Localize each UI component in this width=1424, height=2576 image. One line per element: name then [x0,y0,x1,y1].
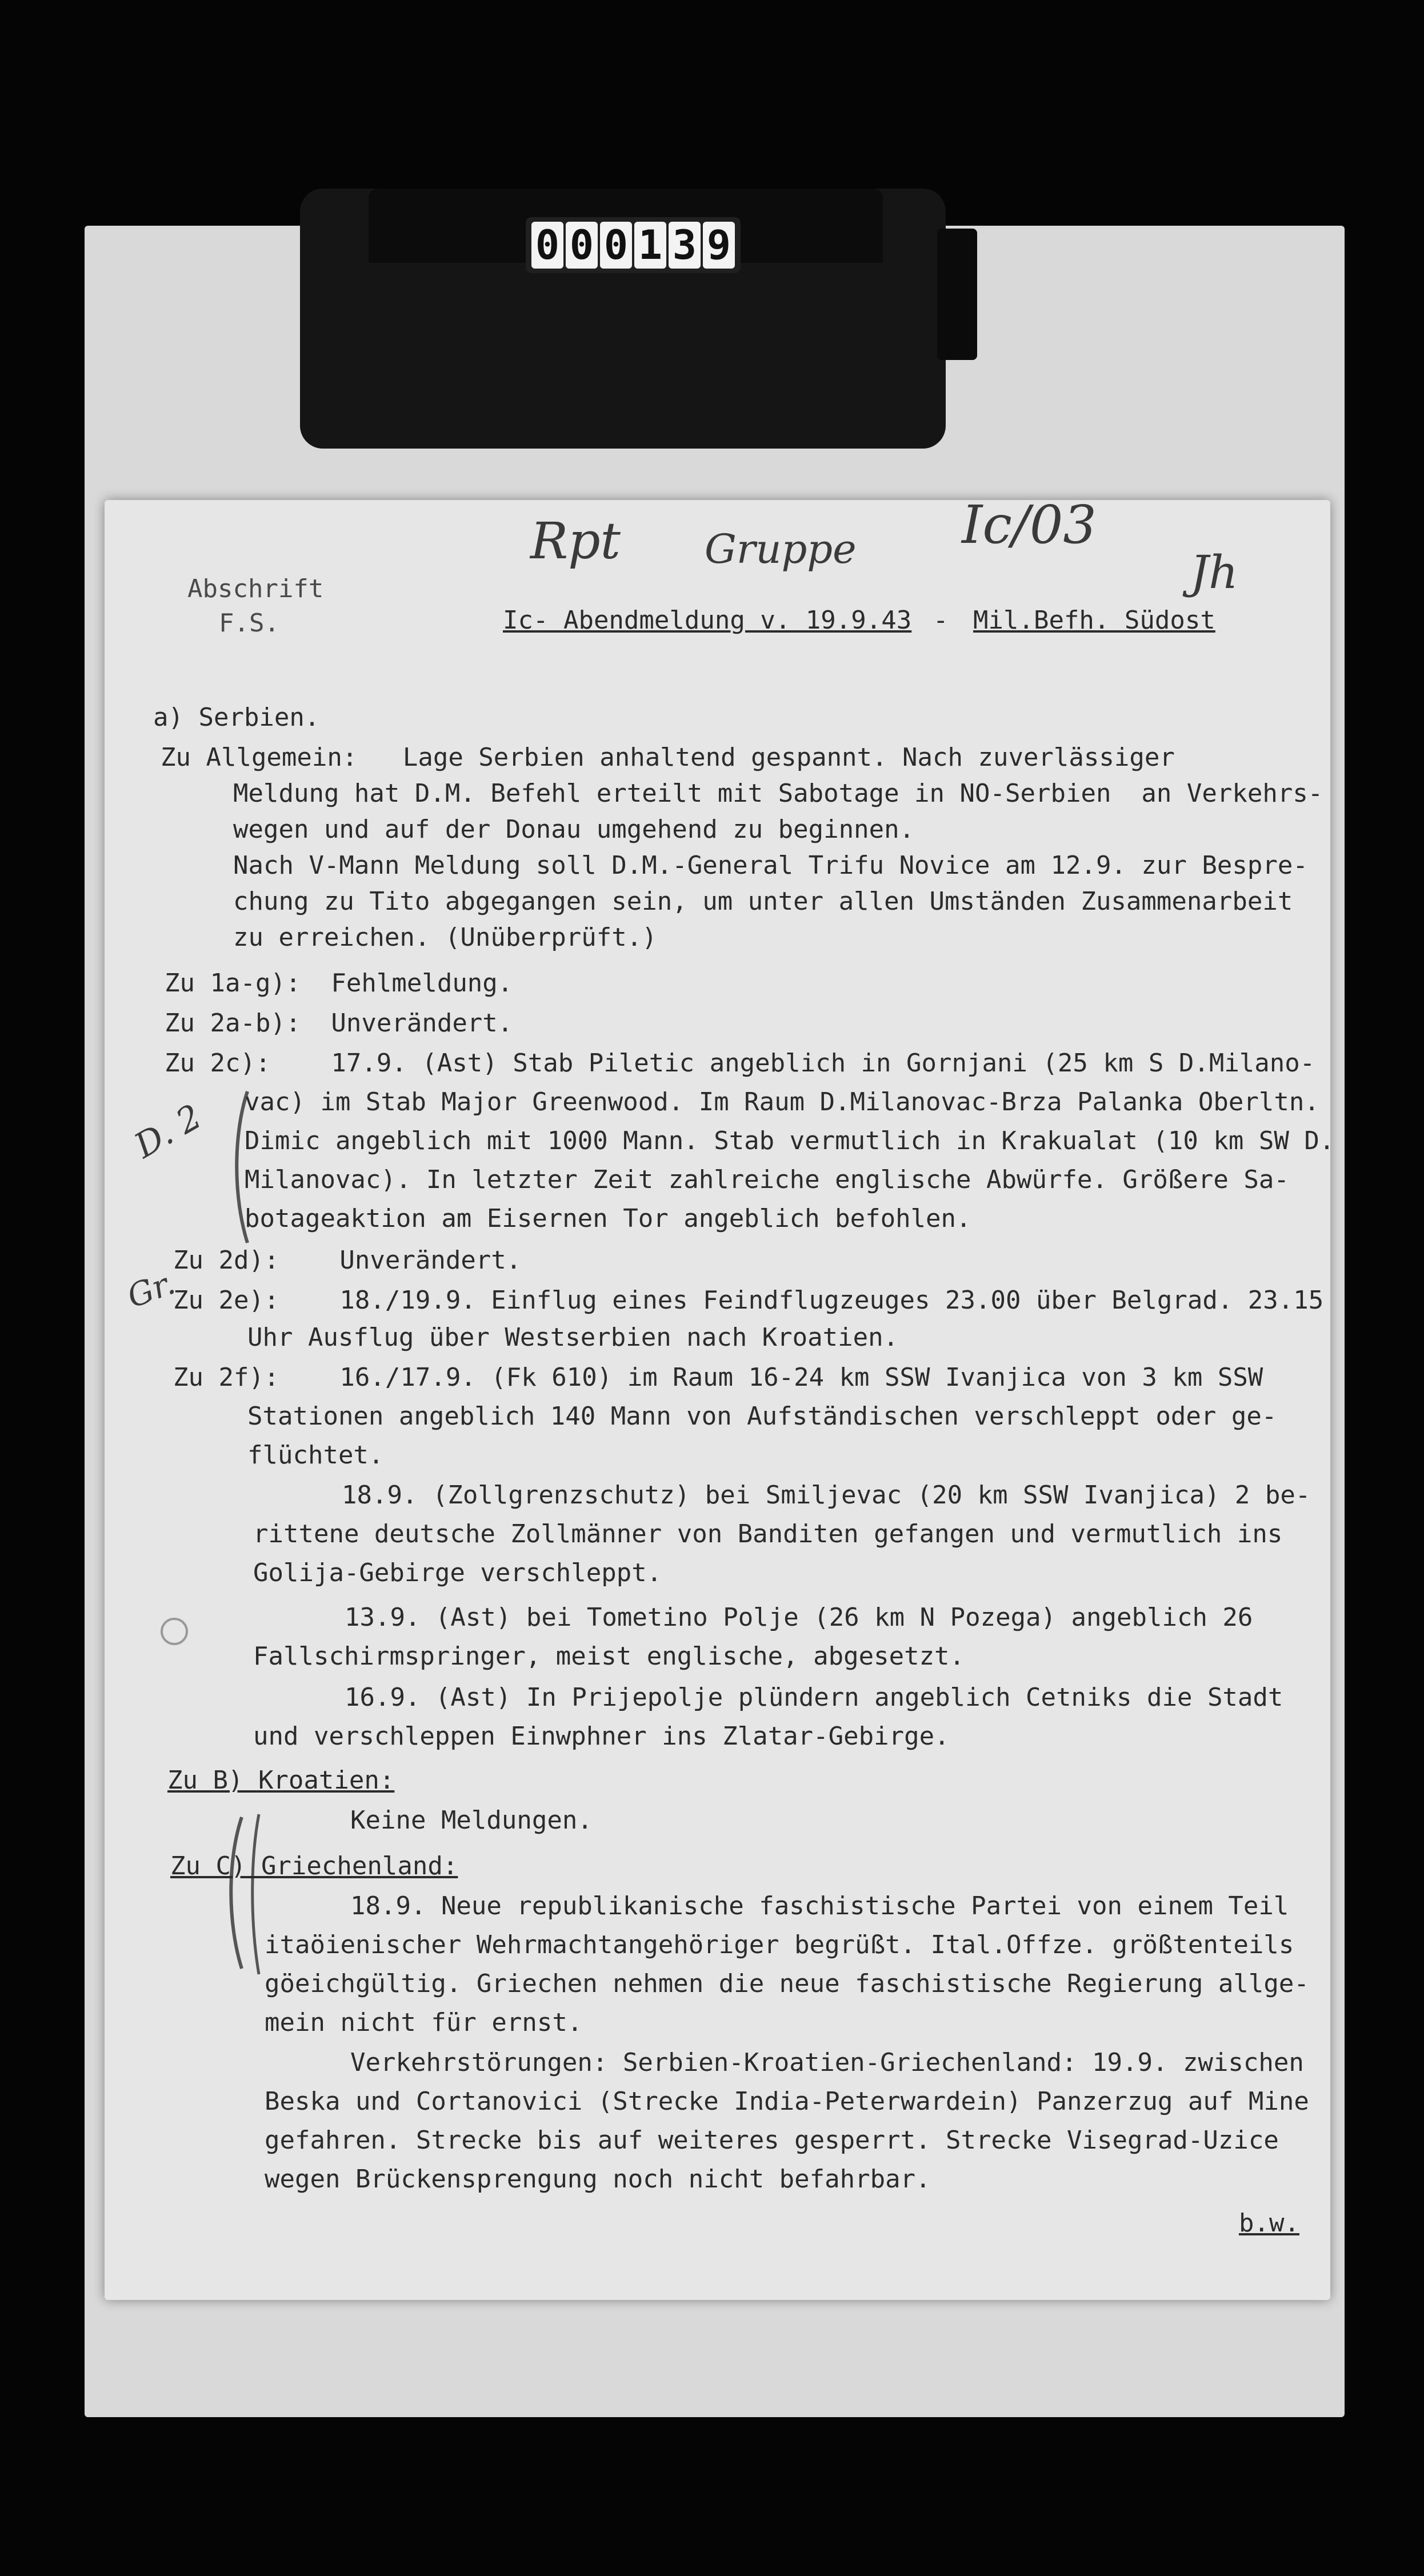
report-title: Ic- Abendmeldung v. 19.9.43 [503,606,912,635]
report-line: und verschleppen Einwphner ins Zlatar-Gebirge. [253,1722,950,1751]
margin-note: Gr. [122,1264,180,1316]
handwritten-initials: Jh [1190,546,1238,599]
report-line: Fallschirmspringer, meist englische, abgesetzt. [253,1642,965,1671]
report-line: Stationen angeblich 140 Mann von Aufständischen verschleppt oder ge- [247,1402,1277,1431]
margin-bracket-mark [213,1809,270,1980]
report-line: wegen und auf der Donau umgehend zu beginnen. [233,815,915,844]
section-heading-serbien: a) Serbien. [153,703,320,732]
counter-digit: 0 [600,222,632,269]
header-separator: - [933,606,949,635]
report-line: gefahren. Strecke bis auf weiteres gesperrt. Strecke Visegrad-Uzice [265,2126,1279,2155]
handwritten-scribble: Gruppe [705,526,857,573]
report-line: Beska und Cortanovici (Strecke India-Peterwardein) Panzerzug auf Mine [265,2087,1309,2116]
report-line: Milanovac). In letzter Zeit zahlreiche englische Abwürfe. Größere Sa- [245,1165,1289,1194]
bw-footer: b.w. [1239,2209,1299,2238]
report-line: Meldung hat D.M. Befehl erteilt mit Sabotage in NO-Serbien an Verkehrs- [233,779,1323,808]
report-line: Uhr Ausflug über Westserbien nach Kroatien. [247,1323,899,1352]
report-line: vac) im Stab Major Greenwood. Im Raum D.Milanovac-Brza Palanka Oberltn. [245,1087,1319,1117]
section-heading-griechenland: Zu C) Griechenland: [170,1851,458,1881]
report-line: Nach V-Mann Meldung soll D.M.-General Trifu Novice am 12.9. zur Bespre- [233,851,1308,880]
report-line: Zu 2a-b): Unverändert. [165,1009,513,1038]
document-page [105,494,1335,2300]
report-line: Golija-Gebirge verschleppt. [253,1558,662,1587]
report-line: Zu 2d): Unverändert. [173,1246,522,1275]
report-line: Zu 2c): 17.9. (Ast) Stab Piletic angeblich in Gornjani (25 km S D.Milano- [165,1049,1315,1078]
counter-knob [937,229,977,360]
report-line: Verkehrstörungen: Serbien-Kroatien-Griechenland: 19.9. zwischen [350,2048,1304,2077]
counter-digit: 1 [634,222,666,269]
handwritten-stamp: Ic/03 [962,494,1097,555]
frame-counter-device [300,189,946,449]
report-line: 16.9. (Ast) In Prijepolje plündern angeblich Cetniks die Stadt [345,1683,1283,1712]
report-line: zu erreichen. (Unüberprüft.) [233,923,657,952]
report-line: göeichgültig. Griechen nehmen die neue faschistische Regierung allge- [265,1969,1309,1998]
report-line: 13.9. (Ast) bei Tometino Polje (26 km N Pozega) angeblich 26 [345,1603,1253,1632]
report-line: flüchtet. [247,1441,384,1470]
frame-counter [526,217,741,273]
report-line: Zu 2e): 18./19.9. Einflug eines Feindflugzeuges 23.00 über Belgrad. 23.15 [173,1286,1324,1315]
counter-digit: 9 [703,222,735,269]
report-line: botageaktion am Eisernen Tor angeblich befohlen. [245,1204,971,1233]
report-line: 18.9. (Zollgrenzschutz) bei Smiljevac (20 km SSW Ivanjica) 2 be- [342,1481,1311,1510]
abschrift-label: Abschrift [187,574,324,603]
report-line: Keine Meldungen. [350,1806,593,1835]
circle-mark [157,1614,191,1649]
report-line: Zu 2f): 16./17.9. (Fk 610) im Raum 16-24 km SSW Ivanjica von 3 km SSW [173,1363,1263,1392]
counter-digit: 0 [531,222,563,269]
fs-label: F.S. [219,609,279,638]
counter-digit: 3 [669,222,701,269]
handwritten-scribble: Rpt [530,511,621,570]
report-line: wegen Brückensprengung noch nicht befahrbar. [265,2165,931,2194]
report-line: Zu 1a-g): Fehlmeldung. [165,969,513,998]
report-line: Zu Allgemein: Lage Serbien anhaltend gespannt. Nach zuverlässiger [161,743,1175,772]
report-line: itaöienischer Wehrmachtangehöriger begrüßt. Ital.Offze. größtenteils [265,1930,1294,1959]
sender-name: Mil.Befh. Südost [973,606,1215,635]
margin-note: D. 2 [127,1097,209,1166]
report-line: chung zu Tito abgegangen sein, um unter allen Umständen Zusammenarbeit [233,887,1293,916]
report-line: Dimic angeblich mit 1000 Mann. Stab vermutlich in Krakualat (10 km SW D. [245,1126,1335,1155]
margin-bracket-mark [116,1083,265,1254]
section-heading-kroatien: Zu B) Kroatien: [167,1766,395,1795]
report-line: 18.9. Neue republikanische faschistische Partei von einem Teil [350,1891,1289,1921]
counter-digit: 0 [566,222,598,269]
report-line: mein nicht für ernst. [265,2008,583,2037]
report-line: rittene deutsche Zollmänner von Banditen gefangen und vermutlich ins [253,1519,1283,1549]
